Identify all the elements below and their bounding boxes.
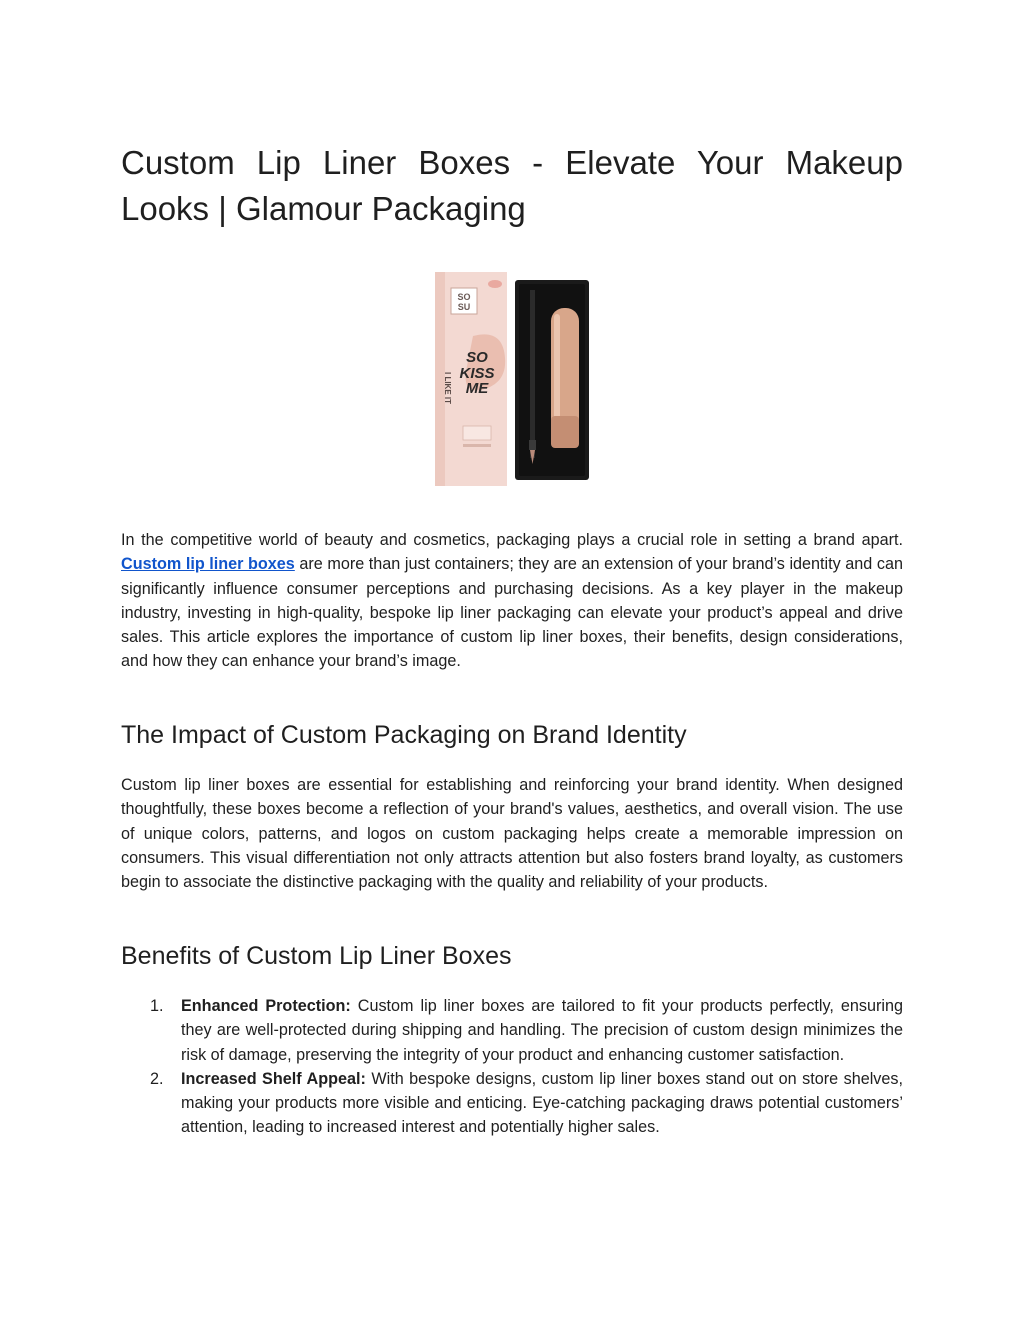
list-item-text: With bespoke designs, custom lip liner boxes stand out on store shelves, making your products more visible and enticing. Eye-catching packaging draws potential customers’ attention, leading to increased interest and potentially higher sales. [181,1069,903,1137]
document-title: Custom Lip Liner Boxes - Elevate Your Makeup Looks | Glamour Packaging [121,144,903,227]
list-number: 2. [150,1069,164,1088]
list-item [121,994,903,1067]
section-heading-brand-identity: The Impact of Custom Packaging on Brand Identity [121,721,687,749]
section-heading-benefits: Benefits of Custom Lip Liner Boxes [121,942,512,970]
lips-icon [488,280,502,288]
list-item-label: Increased Shelf Appeal: [181,1069,366,1088]
custom-lip-liner-boxes-link[interactable]: Custom lip liner boxes [121,555,295,574]
list-item-label: Enhanced Protection: [181,997,351,1015]
list-item [121,1067,903,1140]
list-number: 1. [150,997,164,1015]
lip-liner-pencil [530,290,535,458]
intro-text-before: In the competitive world of beauty and cosmetics, packaging plays a crucial role in setting a brand apart. [121,531,903,549]
svg-text:SU: SU [457,302,471,312]
box-side-text: I LIKE IT [443,372,452,404]
box-tagline: SO [466,349,488,366]
svg-text:KISS: KISS [459,365,495,382]
box-brand-text: SO [457,292,471,302]
benefits-list [121,994,903,1140]
brand-identity-paragraph: Custom lip liner boxes are essential for establishing and reinforcing your brand identity. When designed thoughtfully, these boxes become a reflection of your brand's values, aesthetics, and overall vision. The use of unique colors, patterns, and logos on custom packaging helps create a memorable impression on consumers. This visual differentiation not only attracts attention but also fosters brand loyalty, as customers begin to associate the distinctive packaging with the quality and reliability of your products. [121,776,903,892]
intro-text-after: are more than just containers; they are an extension of your brand’s identity and can significantly influence consumer perceptions and purchasing decisions. As a key player in the makeup industry, investing in high-quality, bespoke lip liner packaging can elevate your product’s appeal and drive sales. This article explores the importance of custom lip liner boxes, their benefits, design considerations, and how they can enhance your brand’s image. [121,555,903,671]
product-image [433,266,593,490]
intro-paragraph [121,528,903,674]
svg-text:ME: ME [465,380,489,397]
list-item-text: Custom lip liner boxes are tailored to fit your products perfectly, ensuring they are well-protected during shipping and handling. The precision of custom design minimizes the risk of damage, preserving the integrity of your product and enhancing customer satisfaction. [181,997,903,1064]
